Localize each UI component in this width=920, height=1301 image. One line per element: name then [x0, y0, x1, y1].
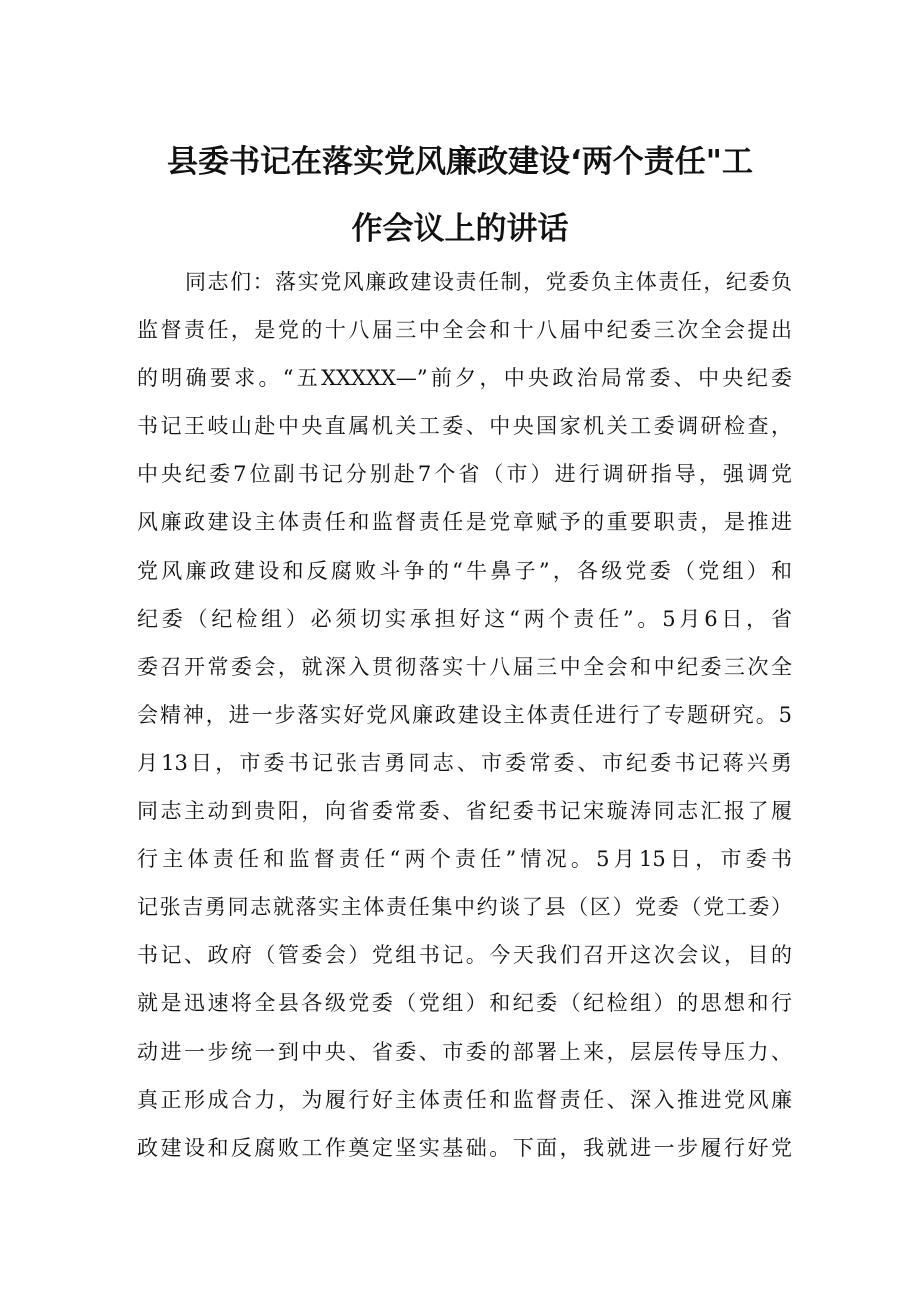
body-line: 书记王岐山赴中央直属机关工委、中央国家机关工委调研检查， — [137, 414, 792, 439]
document-body — [137, 264, 792, 1178]
document-title-line-1: 县委书记在落实党风廉政建设‘两个责任"工 — [167, 144, 753, 180]
body-line: 动进一步统一到中央、省委、市委的部署上来，层层传导压力、 — [137, 1039, 792, 1064]
body-line: 会精神，进一步落实好党风廉政建设主体责任进行了专题研究。5 — [137, 702, 792, 727]
body-line: 真正形成合力，为履行好主体责任和监督责任、深入推进党风廉 — [137, 1087, 792, 1112]
body-line: 的明确要求。“五XXXXX—”前夕，中央政治局常委、中央纪委 — [137, 366, 792, 391]
body-line: 监督责任，是党的十八届三中全会和十八届中纪委三次全会提出 — [137, 318, 792, 343]
body-line: 中央纪委7位副书记分别赴7个省（市）进行调研指导，强调党 — [137, 462, 792, 487]
body-line: 纪委（纪检组）必须切实承担好这“两个责任”。5月6日，省 — [137, 606, 792, 631]
body-line: 月13日，市委书记张吉勇同志、市委常委、市纪委书记蒋兴勇 — [137, 750, 792, 775]
body-line: 政建设和反腐败工作奠定坚实基础。下面，我就进一步履行好党 — [137, 1135, 792, 1160]
body-line: 党风廉政建设和反腐败斗争的“牛鼻子”，各级党委（党组）和 — [137, 558, 792, 583]
body-line: 委召开常委会，就深入贯彻落实十八届三中全会和中纪委三次全 — [137, 654, 792, 679]
body-line: 同志们：落实党风廉政建设责任制，党委负主体责任，纪委负 — [185, 270, 792, 294]
document-title-line-2: 作会议上的讲话 — [351, 211, 569, 247]
body-line: 行主体责任和监督责任“两个责任”情况。5月15日，市委书 — [137, 847, 792, 872]
body-line: 同志主动到贵阳，向省委常委、省纪委书记宋璇涛同志汇报了履 — [137, 799, 792, 824]
body-line: 书记、政府（管委会）党组书记。今天我们召开这次会议，目的 — [137, 943, 792, 968]
body-line: 风廉政建设主体责任和监督责任是党章赋予的重要职责，是推进 — [137, 510, 792, 535]
body-line: 记张吉勇同志就落实主体责任集中约谈了县（区）党委（党工委） — [137, 895, 792, 920]
body-line: 就是迅速将全县各级党委（党组）和纪委（纪检组）的思想和行 — [137, 991, 792, 1016]
